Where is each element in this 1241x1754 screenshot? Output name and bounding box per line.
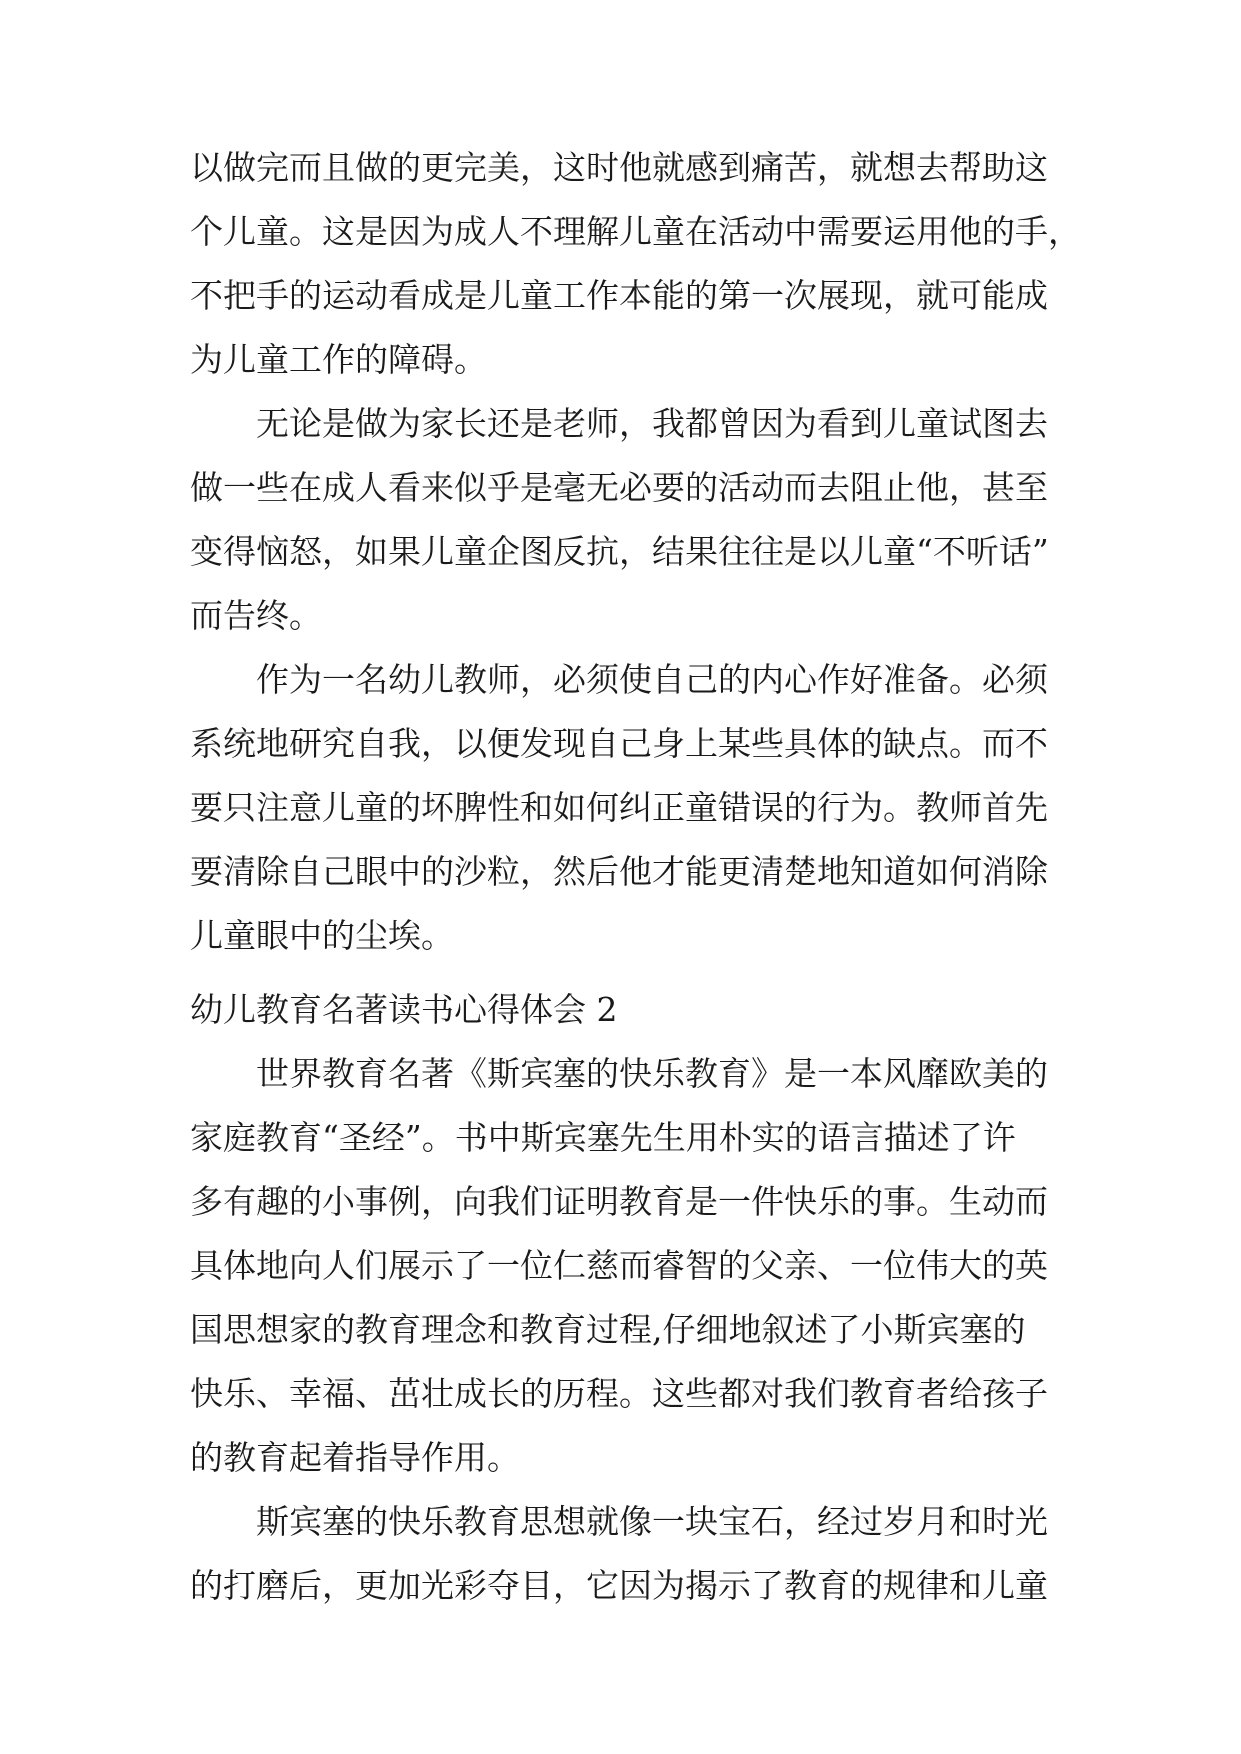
paragraph-start-line: 无论是做为家长还是老师，我都曾因为看到儿童试图去 (256, 404, 1048, 443)
section-heading: 幼儿教育名著读书心得体会 2 (190, 990, 618, 1029)
text-line: 儿童眼中的尘埃。 (190, 916, 454, 955)
text-line: 国思想家的教育理念和教育过程,仔细地叙述了小斯宾塞的 (190, 1310, 1026, 1349)
text-line: 要只注意儿童的坏脾性和如何纠正童错误的行为。教师首先 (190, 788, 1048, 827)
text-line: 变得恼怒，如果儿童企图反抗，结果往往是以儿童“不听话” (190, 532, 1049, 571)
text-line: 快乐、幸福、茁壮成长的历程。这些都对我们教育者给孩子 (190, 1374, 1048, 1413)
paragraph-start-line: 世界教育名著《斯宾塞的快乐教育》是一本风靡欧美的 (256, 1054, 1048, 1093)
text-line: 要清除自己眼中的沙粒，然后他才能更清楚地知道如何消除 (190, 852, 1048, 891)
text-line: 不把手的运动看成是儿童工作本能的第一次展现，就可能成 (190, 276, 1048, 315)
section-1-text (190, 136, 1090, 968)
text-line: 的教育起着指导作用。 (190, 1438, 520, 1477)
text-line: 而告终。 (190, 596, 322, 635)
text-line: 为儿童工作的障碍。 (190, 340, 487, 379)
text-line: 个儿童。这是因为成人不理解儿童在活动中需要运用他的手， (190, 212, 1081, 251)
text-line: 的打磨后，更加光彩夺目，它因为揭示了教育的规律和儿童 (190, 1566, 1048, 1605)
section-2 (190, 978, 1090, 1618)
text-line: 做一些在成人看来似乎是毫无必要的活动而去阻止他，甚至 (190, 468, 1048, 507)
text-line: 具体地向人们展示了一位仁慈而睿智的父亲、一位伟大的英 (190, 1246, 1048, 1285)
text-line: 以做完而且做的更完美，这时他就感到痛苦，就想去帮助这 (190, 148, 1048, 187)
paragraph-start-line: 作为一名幼儿教师，必须使自己的内心作好准备。必须 (256, 660, 1048, 699)
text-line: 家庭教育“圣经”。书中斯宾塞先生用朴实的语言描述了许 (190, 1118, 1016, 1157)
paragraph-start-line: 斯宾塞的快乐教育思想就像一块宝石，经过岁月和时光 (256, 1502, 1048, 1541)
text-line: 多有趣的小事例，向我们证明教育是一件快乐的事。生动而 (190, 1182, 1048, 1221)
text-line: 系统地研究自我，以便发现自己身上某些具体的缺点。而不 (190, 724, 1048, 763)
